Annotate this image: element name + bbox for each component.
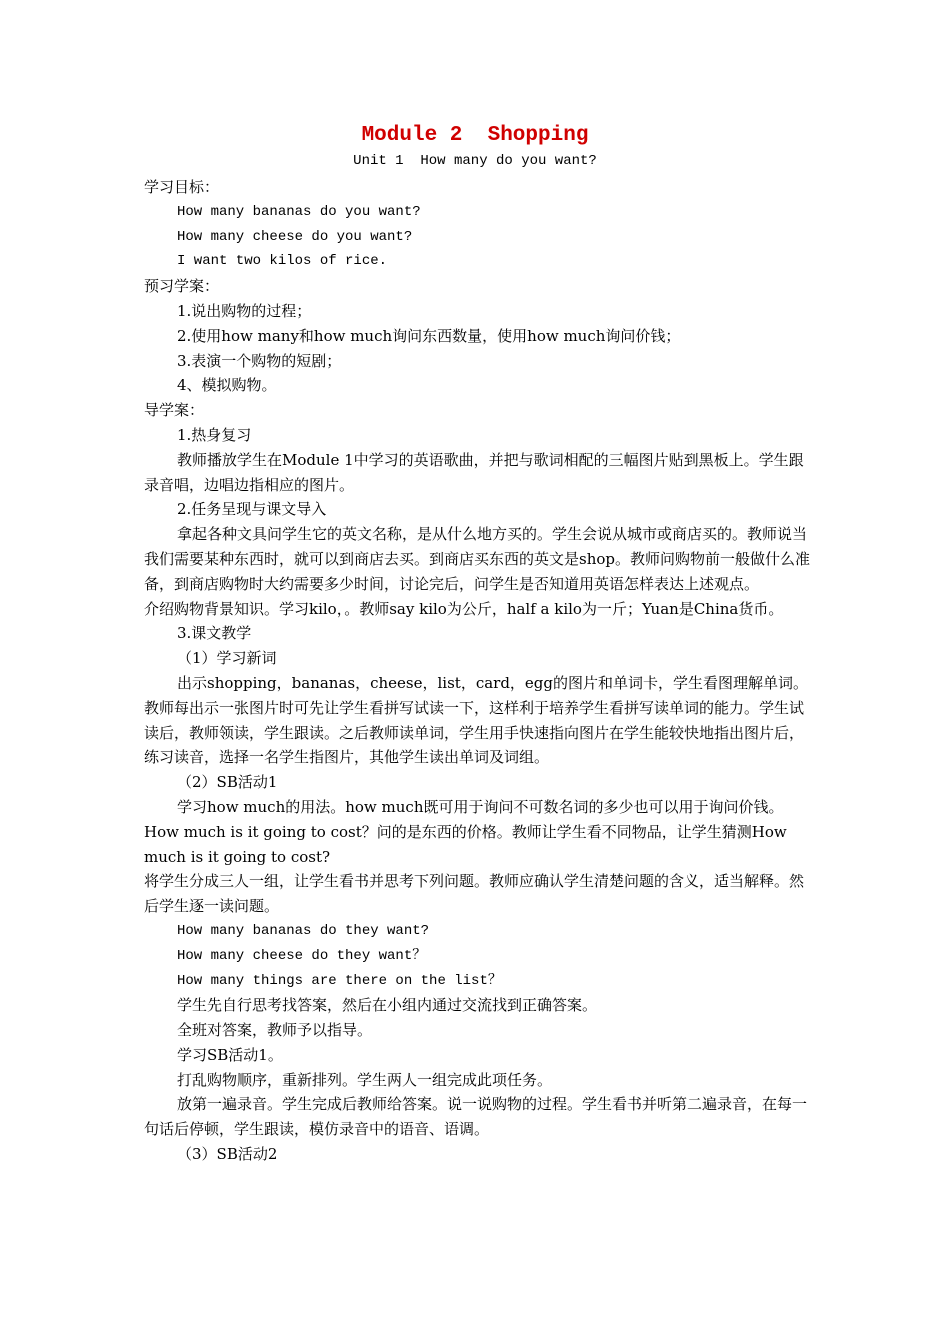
body-paragraph: 拿起各种文具问学生它的英文名称，是从什么地方买的。学生会说从城市或商店买的。教师说当我们需要某种东西时，就可以到商店去买。到商店买东西的英文是shop。教师问购物前一般做什么准备，到商店购物时大约需要多少时间，讨论完后，问学生是否知道用英语怎样表达上述观点。: [144, 525, 810, 593]
step-heading: 1.热身复习: [177, 425, 252, 444]
step-heading: 3.课文教学: [177, 624, 252, 643]
preview-item: 4、模拟购物。: [177, 376, 277, 395]
body-paragraph: 介绍购物背景知识。学习kilo，。教师say kilo为公斤，half a kilo为一斤；Yuan是China货币。: [144, 599, 784, 618]
document-body: [144, 175, 814, 1167]
body-paragraph: 全班对答案，教师予以指导。: [177, 1021, 373, 1040]
body-paragraph: 学习how much的用法。how much既可用于询问不可数名词的多少也可以用于询问价钱。How much is it going to cost？问的是东西的价格。教师让学生看不同物品，让学生猜测How much is it going to cost?: [144, 797, 787, 866]
question-sentence: How many things are there on the list？: [177, 972, 502, 989]
sub-step-heading: （2）SB活动1: [177, 773, 278, 792]
section-heading-guide: 导学案：: [144, 401, 205, 420]
body-paragraph: 放第一遍录音。学生完成后教师给答案。说一说购物的过程。学生看书并听第二遍录音，在每一句话后停顿，学生跟读，模仿录音中的语音、语调。: [144, 1095, 808, 1139]
preview-item: 2.使用how many和how much询问东西数量，使用how much询问价钱；: [177, 326, 681, 345]
document-title: Module 2 Shopping: [361, 124, 589, 147]
objective-sentence: How many cheese do you want?: [177, 228, 413, 245]
question-sentence: How many cheese do they want？: [177, 947, 427, 964]
body-paragraph: 教师播放学生在Module 1中学习的英语歌曲，并把与歌词相配的三幅图片贴到黑板上。学生跟录音唱，边唱边指相应的图片。: [144, 450, 804, 494]
body-paragraph: 打乱购物顺序，重新排列。学生两人一组完成此项任务。: [177, 1070, 553, 1089]
objective-sentence: How many bananas do you want?: [177, 203, 421, 220]
step-heading: 2.任务呈现与课文导入: [177, 500, 327, 519]
objective-sentence: I want two kilos of rice.: [177, 253, 388, 270]
body-paragraph: 出示shopping，bananas，cheese，list，card，egg的图片和单词卡，学生看图理解单词。教师每出示一张图片时可先让学生看拼写试读一下，这样利于培养学生看拼写读单词的能力。学生试读后，教师领读，学生跟读。之后教师读单词，学生用手快速指向图片在学生能较快地指出图片后，练习读音，选择一名学生指图片，其他学生读出单词及词组。: [144, 673, 809, 767]
body-paragraph: 学习SB活动1。: [177, 1045, 283, 1064]
section-heading-objectives: 学习目标：: [144, 178, 220, 196]
body-paragraph: 学生先自行思考找答案，然后在小组内通过交流找到正确答案。: [177, 996, 598, 1015]
sub-step-heading: （1）学习新词: [177, 649, 277, 668]
preview-item: 1.说出购物的过程；: [177, 301, 312, 320]
question-sentence: How many bananas do they want?: [177, 922, 430, 939]
preview-item: 3.表演一个购物的短剧；: [177, 351, 342, 370]
body-paragraph: 将学生分成三人一组，让学生看书并思考下列问题。教师应确认学生清楚问题的含义，适当解释。然后学生逐一读问题。: [144, 872, 805, 916]
unit-subtitle: Unit 1 How many do you want?: [353, 153, 597, 169]
section-heading-preview: 预习学案：: [144, 277, 220, 296]
sub-step-heading: （3）SB活动2: [177, 1145, 278, 1164]
